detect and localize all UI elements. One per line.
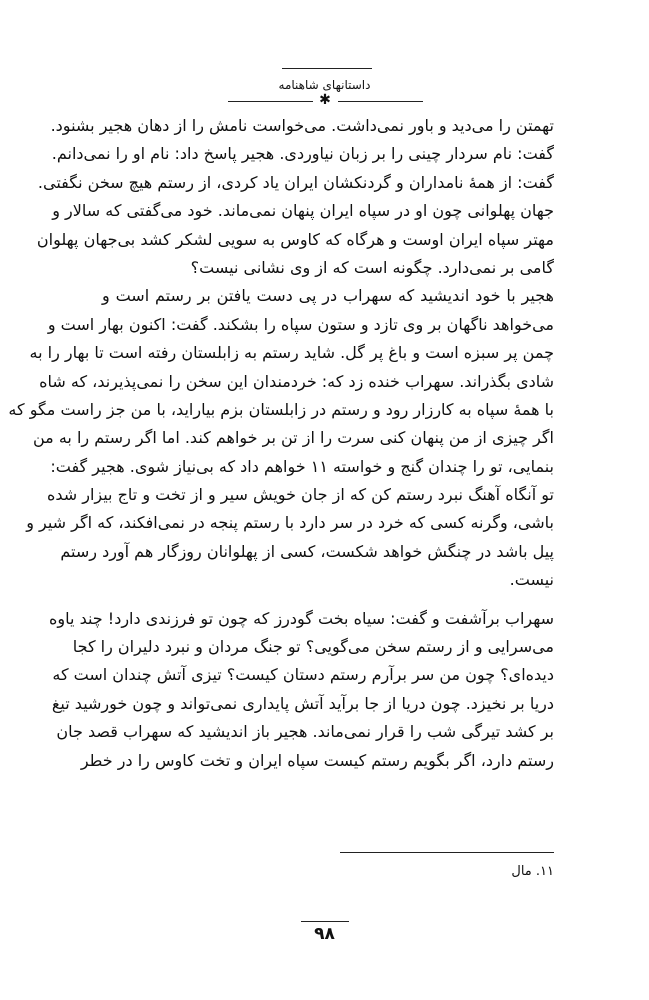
text-line: جهان پهلوانی چون او در سپاه ایران پنهان نمی‌ماند. خود می‌گفتی که سالار و <box>52 201 554 221</box>
text-line: شادی بگذراند. سهراب خنده زد که: خردمندان این سخن را نمی‌پذیرند، که شاه <box>39 371 554 391</box>
text-line: گفت: از همهٔ نامداران و گردنکشان ایران یاد کردی، از رستم هیچ سخن نگفتی. <box>37 172 554 192</box>
text-line: مهتر سپاه ایران اوست و هرگاه که کاوس به سویی لشکر کشد بی‌جهان پهلوان <box>36 229 554 249</box>
text-line: نیست. <box>509 570 554 590</box>
text-line: رستم دارد، اگر بگویم رستم کیست سپاه ایران و تخت کاوس را در خطر <box>80 750 554 770</box>
page-number-rule <box>301 921 349 922</box>
text-line: باشی، وگرنه کسی که خرد در سر دارد با رستم پنجه در نمی‌افکند، که اگر شیر و <box>26 513 554 533</box>
header-ornament <box>0 94 649 108</box>
page-number: ۹۸ <box>314 924 335 944</box>
text-line: سهراب برآشفت و گفت: سیاه بخت گودرز که چون تو فرزندی دارد! چند یاوه <box>49 608 554 628</box>
text-line: تو آنگاه آهنگ نبرد رستم کن که از جان خویش سیر و از تخت و تاج بیزار شده <box>46 485 554 505</box>
text-line: گفت: نام سردار چینی را بر زبان نیاوردی. هجیر پاسخ داد: نام او را نمی‌دانم. <box>51 144 554 164</box>
ornament-right-rule <box>338 101 423 102</box>
header-top-rule <box>282 68 372 69</box>
text-line: چمن پر سبزه است و باغ پر گل. شاید رستم به زابلستان رفته است تا بهار را به <box>29 343 554 363</box>
text-line: بر کشد تیرگی شب را قرار نمی‌ماند. هجیر باز اندیشید که سهراب قصد جان <box>56 722 554 742</box>
ornament-left-rule <box>228 101 313 102</box>
text-line: تهمتن را می‌دید و باور نمی‌داشت. می‌خواست نامش را از دهان هجیر بشنود. <box>50 116 554 135</box>
text-line: بنمایی، تو را چندان گنج و خواسته ۱۱ خواهم داد که بی‌نیاز شوی. هجیر گفت: <box>50 456 554 476</box>
body-text <box>8 112 554 775</box>
text-line: با همهٔ سپاه به کارزار رود و رستم در زابلستان بزم بیاراید، با من جز راست مگو که <box>8 399 554 419</box>
text-line: می‌خواهد ناگهان بر وی تازد و ستون سپاه را بشکند. گفت: اکنون بهار است و <box>47 314 554 334</box>
text-line: اگر چیزی از من پنهان کنی سرت را از تن بر خواهم کند. اما اگر رستم را به من <box>32 428 554 448</box>
text-line: دریا بر نخیزد. چون دریا از جا برآید آتش پایداری نمی‌تواند و چون خورشید تیغ <box>51 693 554 713</box>
text-line: هجیر با خود اندیشید که سهراب در پی دست یافتن بر رستم است و <box>102 286 554 306</box>
text-line: دیده‌ای؟ چون من سر برآرم رستم دستان کیست؟ تیزی آتش چندان است که <box>52 665 554 685</box>
footnote-rule <box>340 852 554 853</box>
footnote: ۱۱. مال <box>511 864 554 879</box>
text-line: پیل باشد در چنگش خواهد شکست، کسی از پهلوانان روزگار هم آورد رستم <box>60 541 554 561</box>
header-title: داستانهای شاهنامه <box>278 78 371 92</box>
asterisk-ornament-icon: ✱ <box>319 92 331 108</box>
text-line: گامی بر نمی‌دارد. چگونه است که از وی نشانی نیست؟ <box>190 257 554 277</box>
text-line: می‌سرایی و از رستم سخن می‌گویی؟ تو جنگ مردان و نبرد دلیران را کجا <box>72 637 554 657</box>
